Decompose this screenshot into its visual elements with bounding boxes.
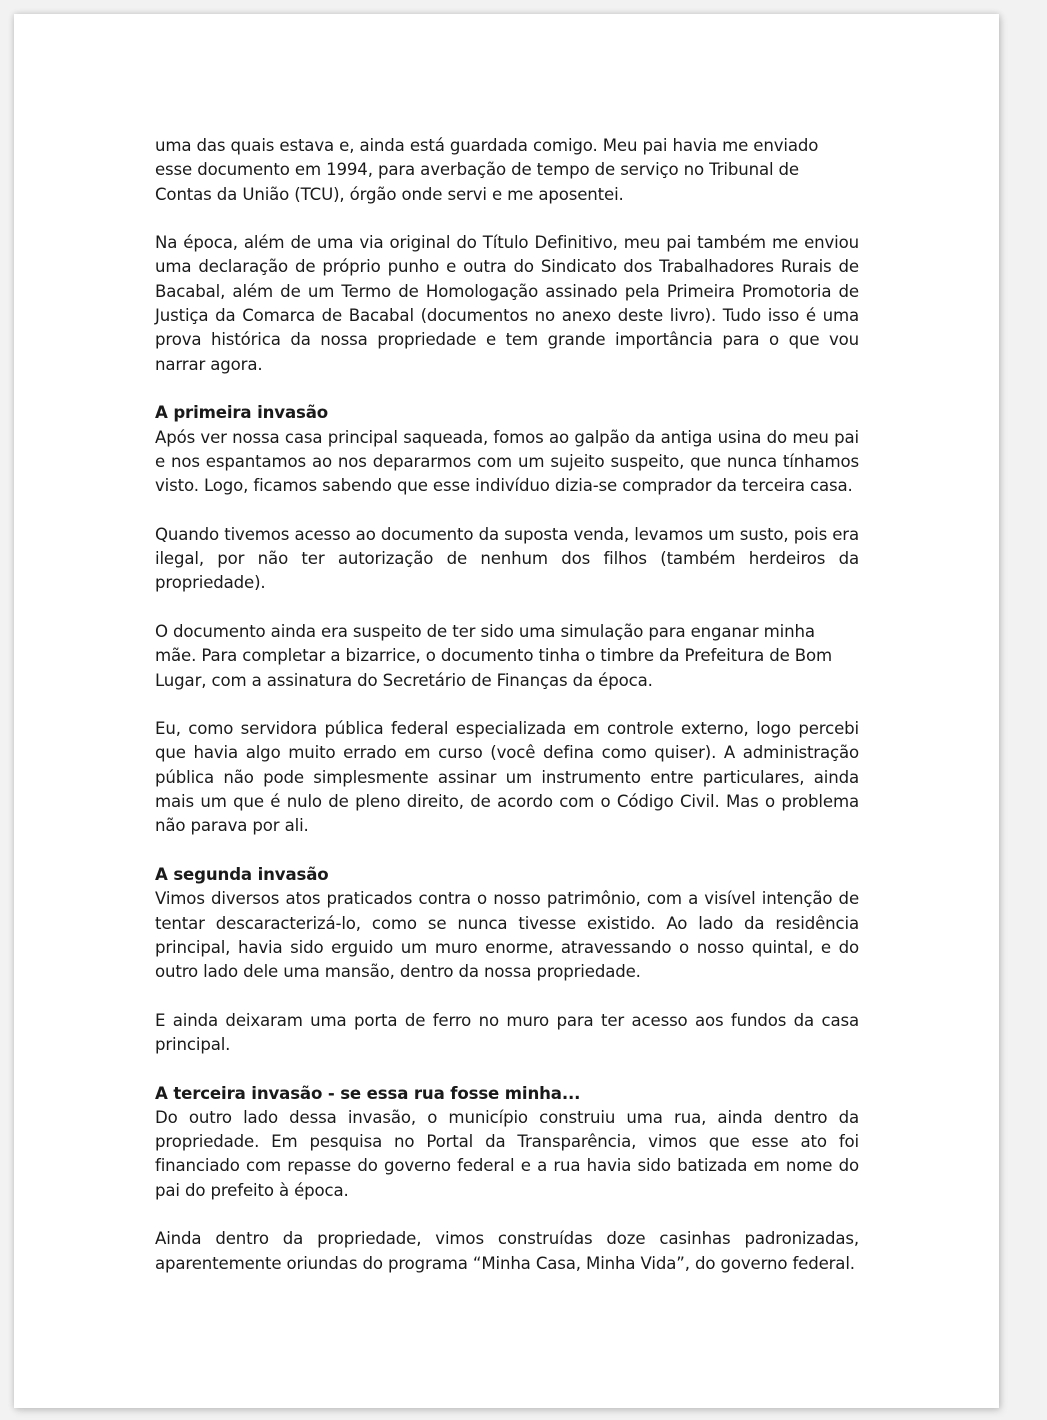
- paragraph: Ainda dentro da propriedade, vimos construídas doze casinhas padronizadas, aparentemente oriundas do programa “Minha Casa, Minha Vida”, do governo federal.: [155, 1229, 859, 1273]
- paragraph: Do outro lado dessa invasão, o município construiu uma rua, ainda dentro da propriedade. Em pesquisa no Portal da Transparência, vimos que esse ato foi financiado com repasse do governo federal e a rua havia sido batizada em nome do pai do prefeito à época.: [155, 1107, 859, 1200]
- paragraph: Quando tivemos acesso ao documento da suposta venda, levamos um susto, pois era ilegal, por não ter autorização de nenhum dos filhos (também herdeiros da propriedade).: [155, 524, 859, 593]
- paragraph: E ainda deixaram uma porta de ferro no muro para ter acesso aos fundos da casa principal.: [155, 1010, 859, 1054]
- section-heading: A primeira invasão: [155, 403, 329, 423]
- section-heading: A segunda invasão: [155, 864, 329, 884]
- paragraph: O documento ainda era suspeito de ter sido uma simulação para enganar minha mãe. Para completar a bizarrice, o documento tinha o timbre da Prefeitura de Bom Lugar, com a assinatura do Secretário de Finanças da época.: [155, 621, 833, 690]
- paragraph: uma das quais estava e, ainda está guardada comigo. Meu pai havia me enviado esse documento em 1994, para averbação de tempo de serviço no Tribunal de Contas da União (TCU), órgão onde servi e me aposentei.: [155, 136, 819, 204]
- paragraph: Após ver nossa casa principal saqueada, fomos ao galpão da antiga usina do meu pai e nos espantamos ao nos depararmos com um sujeito suspeito, que nunca tínhamos visto. Logo, ficamos sabendo que esse indivíduo dizia-se comprador da terceira casa.: [155, 427, 859, 496]
- document-body: [155, 134, 859, 1300]
- paragraph: Na época, além de uma via original do Título Definitivo, meu pai também me enviou uma declaração de próprio punho e outra do Sindicato dos Trabalhadores Rurais de Bacabal, além de um Termo de Homologação assinado pela Primeira Promotoria de Justiça da Comarca de Bacabal (documentos no anexo deste livro). Tudo isso é uma prova histórica da nossa propriedade e tem grande importância para o que vou narrar agora.: [155, 233, 859, 374]
- paragraph: Vimos diversos atos praticados contra o nosso patrimônio, com a visível intenção de tentar descaracterizá-lo, como se nunca tivesse existido. Ao lado da residência principal, havia sido erguido um muro enorme, atravessando o nosso quintal, e do outro lado dele uma mansão, dentro da nossa propriedade.: [155, 889, 859, 982]
- section-heading: A terceira invasão - se essa rua fosse minha...: [155, 1083, 581, 1103]
- paragraph: Eu, como servidora pública federal especializada em controle externo, logo percebi que havia algo muito errado em curso (você defina como quiser). A administração pública não pode simplesmente assinar um instrumento entre particulares, ainda mais um que é nulo de pleno direito, de acordo com o Código Civil. Mas o problema não parava por ali.: [155, 719, 859, 836]
- document-page: [14, 14, 999, 1408]
